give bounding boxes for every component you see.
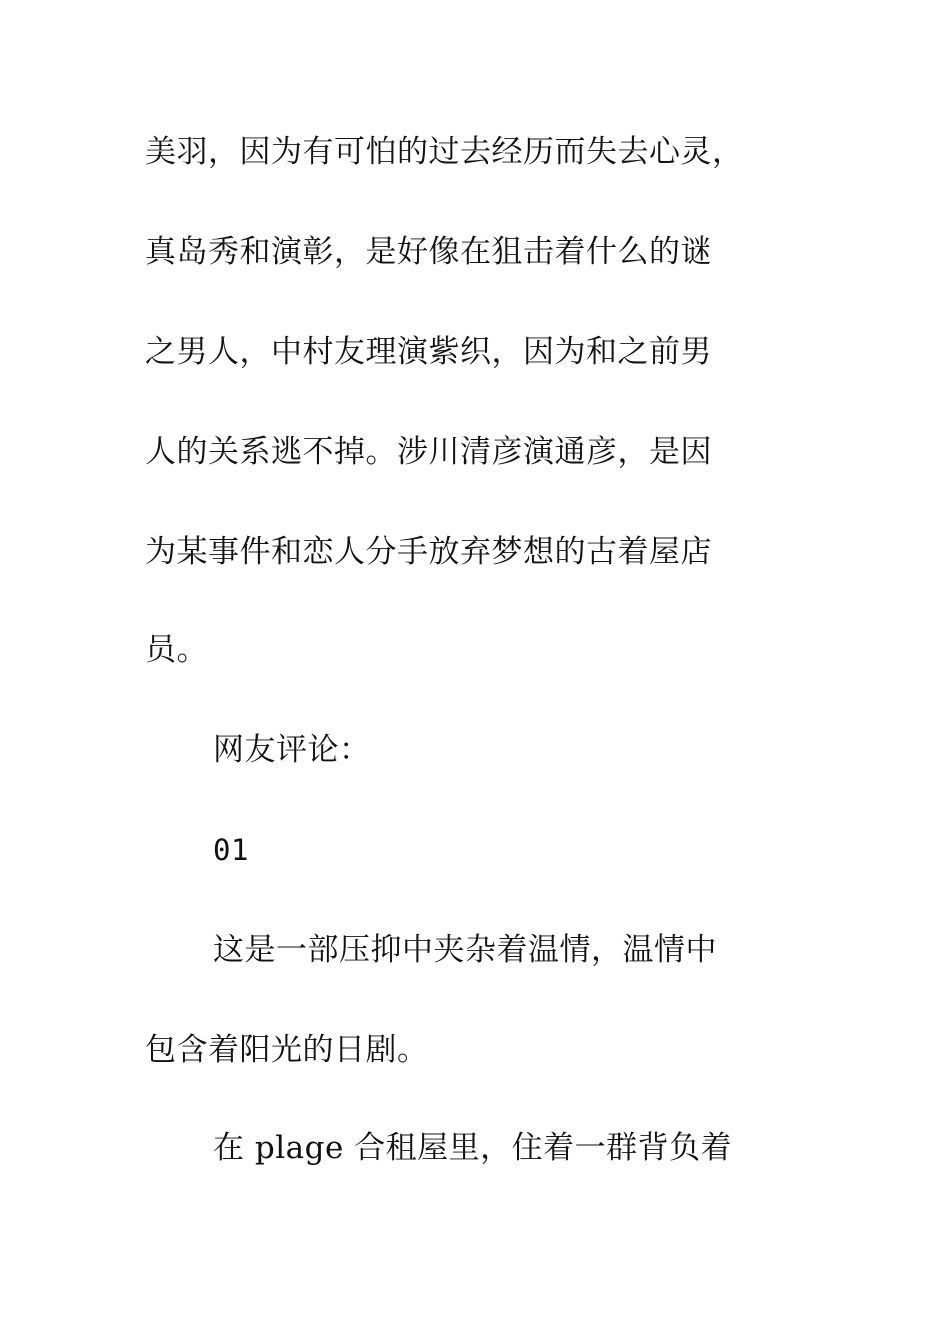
text-line: 为某事件和恋人分手放弃梦想的古着屋店 xyxy=(145,534,712,570)
text-line: 员。 xyxy=(145,632,208,668)
section-heading: 网友评论： xyxy=(213,732,371,768)
text-line: 真岛秀和演彰，是好像在狙击着什么的谜 xyxy=(145,234,712,270)
text-line: 之男人，中村友理演紫织，因为和之前男 xyxy=(145,334,712,370)
text-line: 包含着阳光的日剧。 xyxy=(145,1032,429,1068)
text-line: 美羽，因为有可怕的过去经历而失去心灵， xyxy=(145,134,744,170)
text-line: 人的关系逃不掉。涉川清彦演通彦，是因 xyxy=(145,434,712,470)
text-line: 这是一部压抑中夹杂着温情，温情中 xyxy=(213,932,717,968)
comment-number: 01 xyxy=(213,833,249,867)
text-line: 在 plage 合租屋里，住着一群背负着 xyxy=(213,1130,733,1166)
